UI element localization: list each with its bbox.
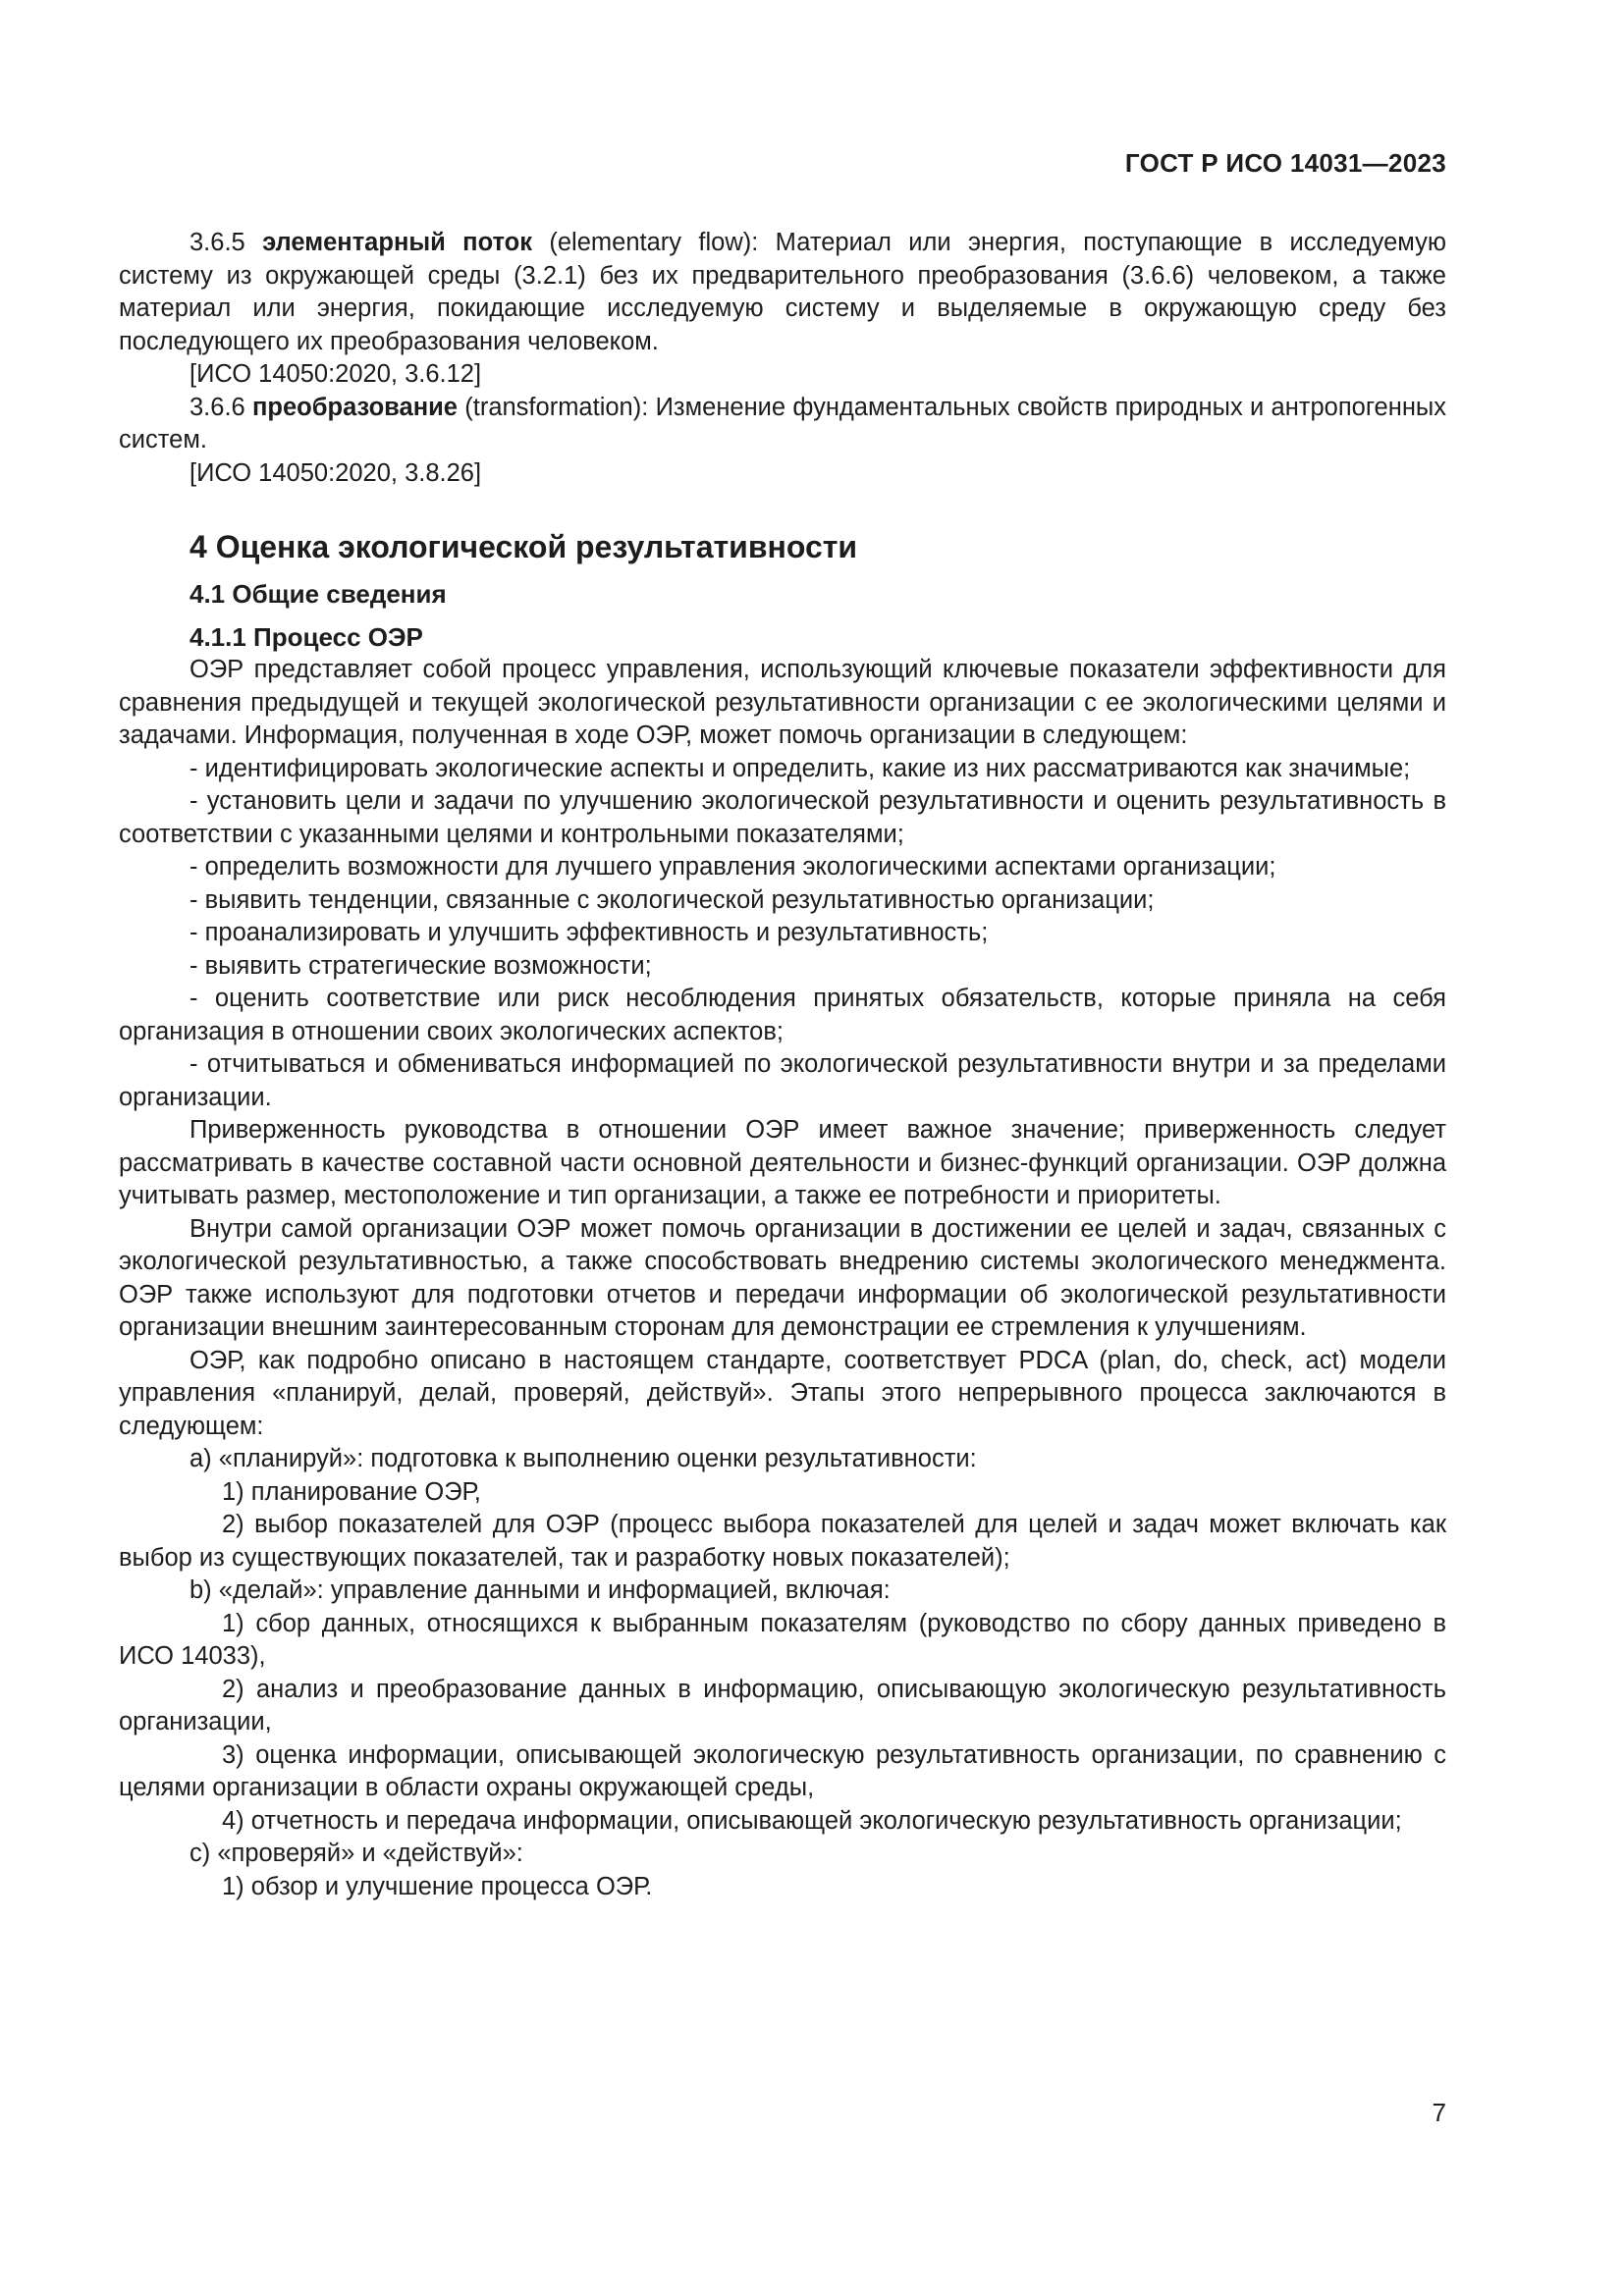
definition-text: (transformation): Изменение фундаментальных свойств природных и антропогенных систем. (119, 393, 1446, 454)
definition-number: 3.6.6 (189, 393, 252, 421)
definition-term: элементарный поток (262, 229, 533, 256)
list-item: - выявить тенденции, связанные с экологической результативностью организации; (189, 885, 1155, 914)
document-body (119, 227, 1446, 1903)
pdca-paragraph: ОЭР, как подробно описано в настоящем стандарте, соответствует PDCA (plan, do, check, act) модели управления «планируй, делай, проверяй, действуй». Этапы этого непрерывного процесса заключаются в следующем: (119, 1346, 1446, 1440)
step-b: b) «делай»: управление данными и информацией, включая: (189, 1576, 891, 1604)
step-c1: 1) обзор и улучшение процесса ОЭР. (222, 1872, 653, 1900)
step-b4: 4) отчетность и передача информации, описывающей экологическую результативность организации; (222, 1806, 1402, 1835)
list-item: - определить возможности для лучшего управления экологическими аспектами организации; (189, 853, 1276, 881)
step-a2: 2) выбор показателей для ОЭР (процесс выбора показателей для целей и задач может включать как выбор из существующих показателей, так и разработку новых показателей); (119, 1511, 1446, 1572)
definition-3-6-6 (119, 392, 1446, 457)
list-item: - идентифицировать экологические аспекты и определить, какие из них рассматриваются как значимые; (189, 754, 1411, 782)
list-item: - проанализировать и улучшить эффективность и результативность; (189, 919, 989, 946)
subsection-title: 4.1 Общие сведения (189, 579, 447, 609)
definition-text: (elementary flow): Материал или энергия, поступающие в исследуемую систему из окружающей среды (3.2.1) без их предварительного преобразования (3.6.6) человеком, а также материал или энергия, покидающие исследуемую систему и выделяемые в окружающую среду без последующего их преобразования человеком. (119, 229, 1446, 355)
definition-term: преобразование (252, 393, 458, 421)
section-title: 4 Оценка экологической результативности (189, 529, 858, 564)
list-item: - отчитываться и обмениваться информацией по экологической результативности внутри и за пределами организации. (119, 1050, 1446, 1111)
commitment-paragraph: Приверженность руководства в отношении ОЭР имеет важное значение; приверженность следует рассматривать в качестве составной части основной деятельности и бизнес-функций организации. ОЭР должна учитывать размер, местоположение и тип организации, а также ее потребности и приоритеты. (119, 1116, 1446, 1209)
step-b1: 1) сбор данных, относящихся к выбранным показателям (руководство по сбору данных приведено в ИСО 14033), (119, 1609, 1446, 1670)
subsubsection-title: 4.1.1 Процесс ОЭР (189, 621, 423, 652)
document-header: ГОСТ Р ИСО 14031—2023 (1124, 148, 1446, 178)
reference-3-6-5: [ИСО 14050:2020, 3.6.12] (189, 360, 482, 388)
definition-number: 3.6.5 (189, 229, 263, 256)
list-item: - установить цели и задачи по улучшению экологической результативности и оценить результативность в соответствии с указанными целями и контрольными показателями; (119, 787, 1446, 848)
step-c: c) «проверяй» и «действуй»: (189, 1840, 523, 1867)
list-item: - выявить стратегические возможности; (189, 951, 652, 980)
reference-3-6-6: [ИСО 14050:2020, 3.8.26] (189, 458, 482, 487)
step-a: a) «планируй»: подготовка к выполнению оценки результативности: (189, 1445, 977, 1472)
intro-paragraph: ОЭР представляет собой процесс управления, использующий ключевые показатели эффективности для сравнения предыдущей и текущей экологической результативности организации с ее экологическими целями и задачами. Информация, полученная в ходе ОЭР, может помочь организации в следующем: (119, 656, 1446, 749)
definition-3-6-5 (119, 227, 1446, 358)
list-item: - оценить соответствие или риск несоблюдения принятых обязательств, которые приняла на себя организация в отношении своих экологических аспектов; (119, 985, 1446, 1045)
step-a1: 1) планирование ОЭР, (222, 1477, 481, 1506)
step-b3: 3) оценка информации, описывающей экологическую результативность организации, по сравнению с целями организации в области охраны окружающей среды, (119, 1740, 1446, 1801)
step-b2: 2) анализ и преобразование данных в информацию, описывающую экологическую результативность организации, (119, 1675, 1446, 1735)
page-number: 7 (1432, 2098, 1446, 2127)
inside-paragraph: Внутри самой организации ОЭР может помочь организации в достижении ее целей и задач, связанных с экологической результативностью, а также способствовать внедрению системы экологического менеджмента. ОЭР также используют для подготовки отчетов и передачи информации об экологической результативности организации внешним заинтересованным сторонам для демонстрации ее стремления к улучшениям. (119, 1214, 1446, 1341)
